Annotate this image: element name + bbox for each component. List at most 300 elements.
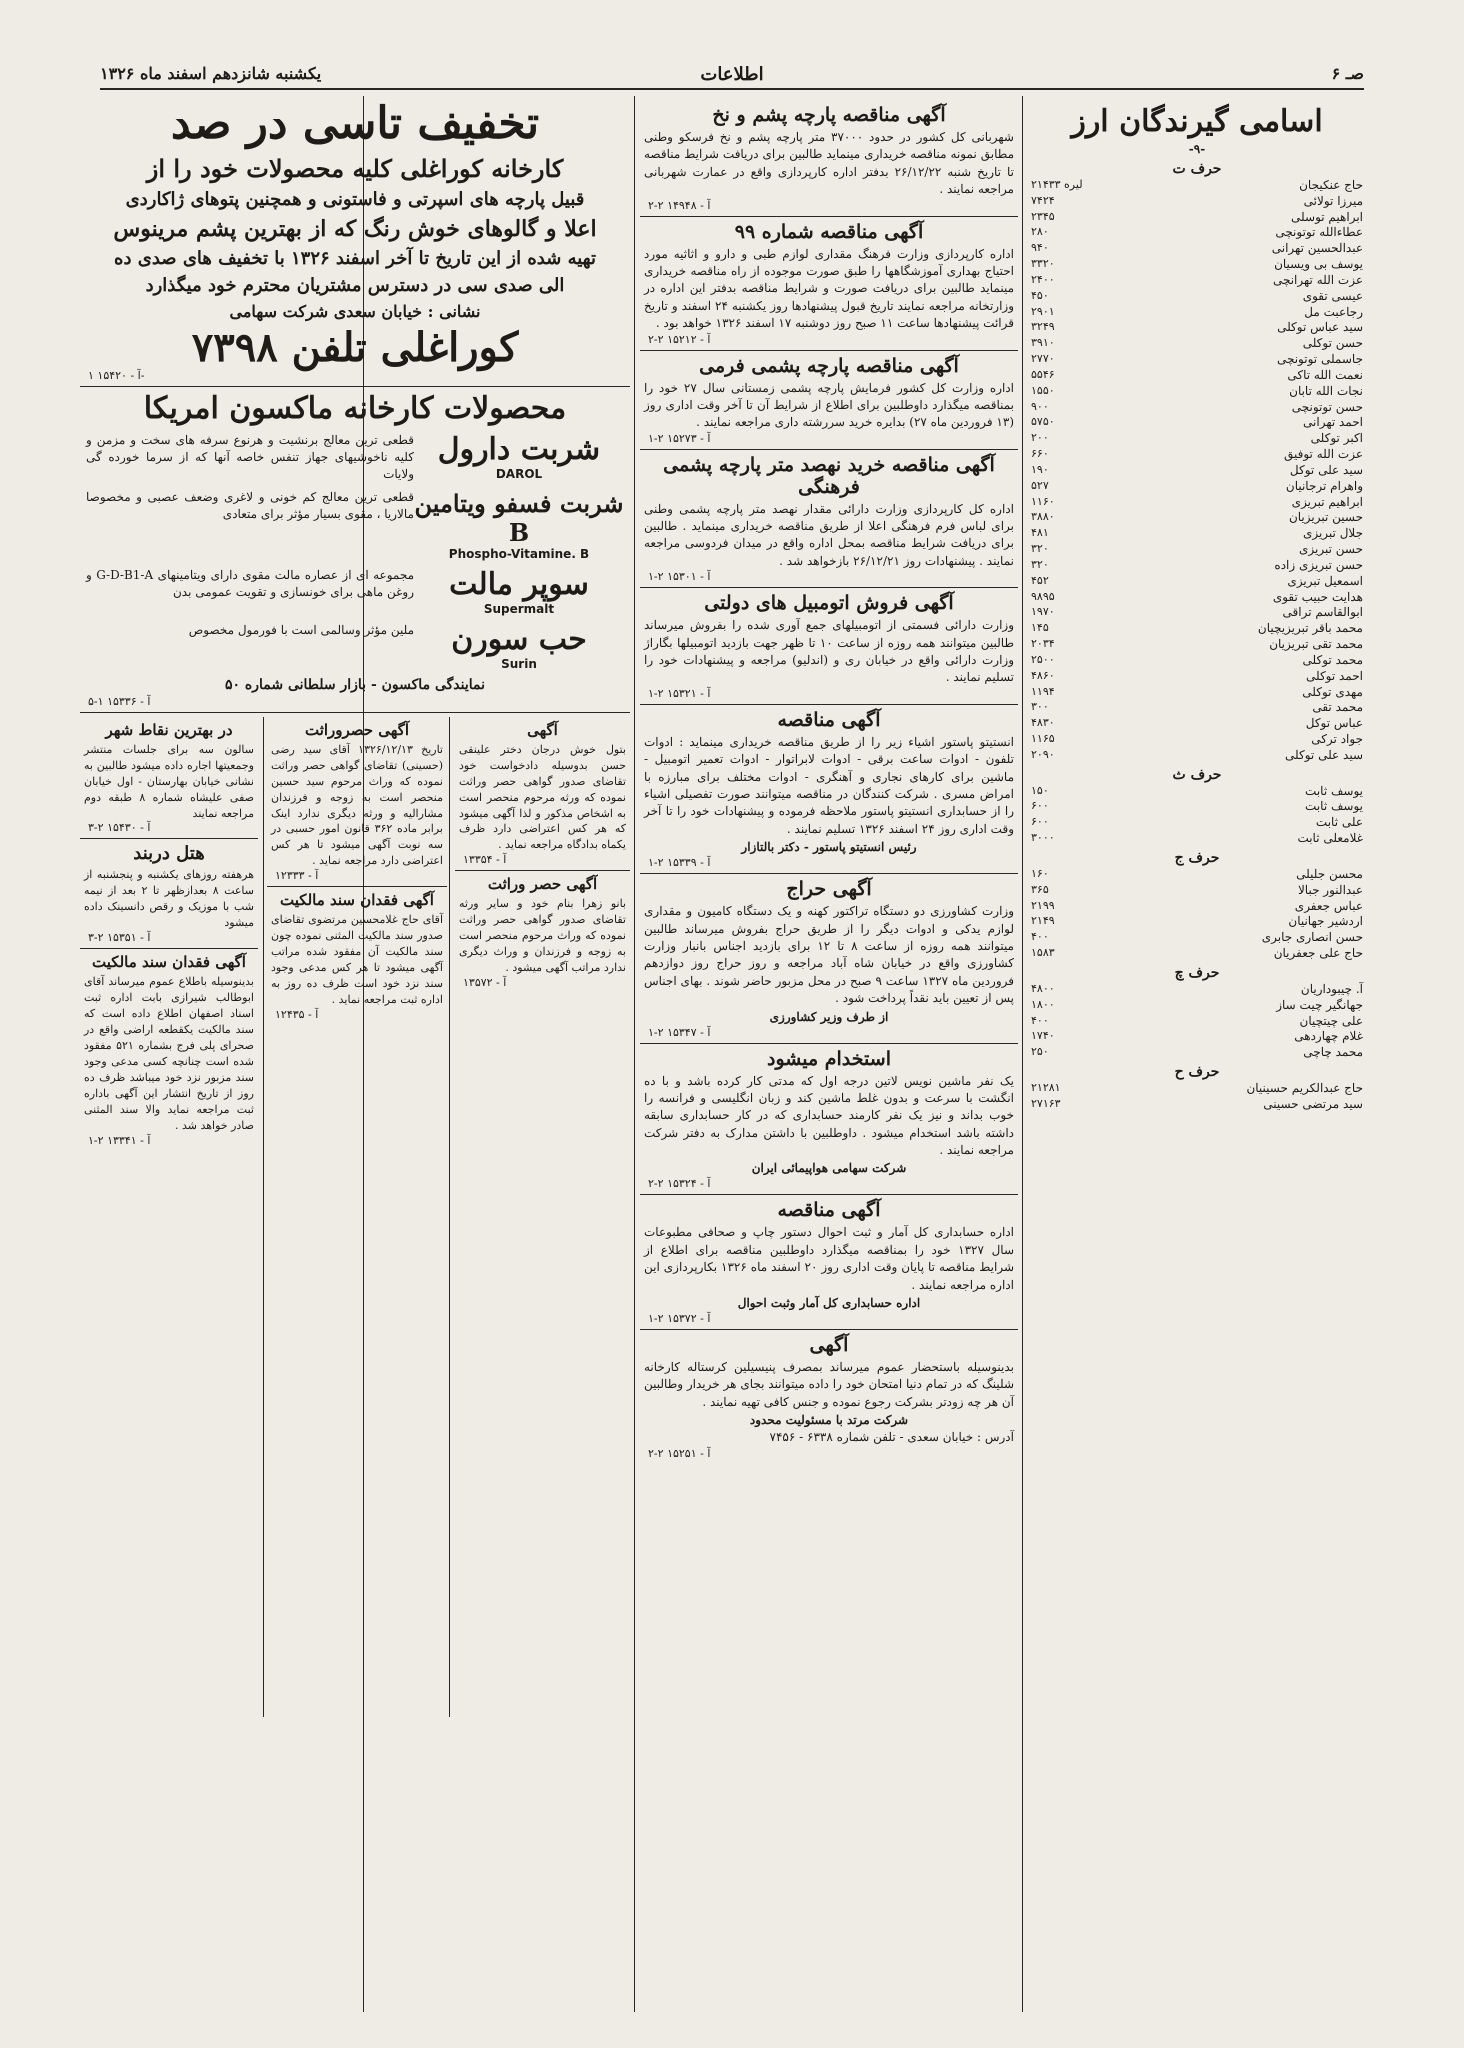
ledger-row — [1028, 257, 1366, 273]
ledger-row — [1028, 930, 1366, 946]
ledger-row — [1028, 526, 1366, 542]
ledger-name: حسن انصاری جابری — [1261, 930, 1363, 945]
ledger-name: غلامعلی ثابت — [1297, 831, 1363, 846]
ledger-row — [1028, 831, 1366, 847]
ledger-value: ۵۲۷ — [1031, 478, 1049, 492]
ledger-value: ۲۴۰۰ — [1031, 272, 1055, 286]
product-latin: DAROL — [495, 467, 543, 482]
ledger-name: جلال تبریزی — [1302, 526, 1363, 541]
ad-body: وزارت کشاورزی دو دستگاه تراکتور کهنه و یک دستگاه کامیون و مقداری لوازم یدکی و ادوات دیگر را از طریق حراج بفروش میرساند طالبین میتوانند همه روزه از ساعت ۸ تا ۱۲ برای بازدید اجناس بانبار وزارت کشاورزی واقع در خیابان شاه آباد مراجعه و روز حراج روز دوازدهم فروردین ماه ۱۳۲۷ ساعت ۹ صبح در محل مزبور حاضر شوند . بهای اجناس پس از تعیین باید نقداً پرداخت شود . — [644, 904, 1015, 1006]
ad-signature: اداره حسابداری کل آمار وثبت احوال — [737, 1296, 921, 1311]
ledger-row — [1028, 883, 1366, 899]
product-row — [86, 432, 624, 482]
ledger-value: ۷۴۲۴ — [1031, 193, 1055, 207]
small-ads-col — [455, 717, 630, 1717]
ledger-name: آ. چیبوداریان — [1300, 981, 1363, 996]
ad-block — [640, 1048, 1018, 1191]
ledger-name: حاج عبدالکریم حسینیان — [1246, 1081, 1363, 1096]
column-divider — [263, 717, 264, 1717]
ledger-value: ۱۱۶۰ — [1031, 494, 1055, 508]
ad-body: بتول خوش درجان دختر علینقی حسن بدوسیله دادخواست خود تقاضای صدور گواهی حصر وراثت نموده که ورثه مرحوم منحصر است به اشخاص مذکور و لذا آگهی میشود که هر کس اعتراضی دارد ظرف یکماه بدادگاه مراجعه نماید . — [459, 742, 626, 852]
ad-title: هتل دربند — [133, 843, 205, 865]
ledger-row — [1028, 899, 1366, 915]
ledger-category: حرف ث — [1172, 766, 1222, 783]
ad-title: آگهی فروش اتومبیل های دولتی — [704, 592, 954, 615]
ad-code: آ - ۱۳۳۵۴ — [463, 853, 507, 867]
ledger-value: ۳۶۵ — [1031, 882, 1049, 896]
ledger-category: حرف ح — [1174, 1064, 1220, 1081]
kuroghli-phone: کوراغلی تلفن ۷۳۹۸ — [191, 324, 519, 372]
ad-signature: رئیس انستیتو پاستور - دکتر بالتازار — [741, 840, 917, 855]
ad-block — [640, 104, 1018, 212]
ledger-value: ۴۵۰ — [1031, 288, 1049, 302]
makson-title: محصولات کارخانه ماکسون امریکا — [143, 391, 567, 427]
ad-code: آ - ۱۵۲۵۱ ۲-۲ — [648, 1446, 711, 1460]
makson-ad — [80, 391, 630, 707]
separator — [80, 948, 258, 949]
ledger-row — [1028, 210, 1366, 226]
ledger-row — [1028, 194, 1366, 210]
ledger-name: عباس جعفری — [1294, 898, 1363, 913]
ledger-name: حسین تبریزیان — [1288, 510, 1363, 525]
small-ads-col — [267, 717, 447, 1717]
ledger-value: ۴۸۰۰ — [1031, 981, 1055, 995]
ledger-value: ۴۸۶۰ — [1031, 668, 1055, 682]
ad-code: آ - ۱۵۳۲۴ ۲-۲ — [648, 1177, 711, 1191]
ledger-value: ۶۰۰ — [1031, 799, 1049, 813]
currency-ledger — [1028, 100, 1366, 2008]
ledger-name: جواد ترکی — [1311, 731, 1363, 746]
ledger-name: سید مرتضی حسینی — [1263, 1096, 1363, 1111]
ad-title: استخدام میشود — [767, 1047, 891, 1070]
ledger-row — [1028, 590, 1366, 606]
ad-title: آگهی فقدان سند مالکیت — [92, 953, 246, 972]
ledger-value: ۲۷۱۶۳ — [1031, 1096, 1061, 1110]
ledger-name: رجاعبت مل — [1304, 304, 1363, 319]
ad-signature: از طرف وزیر کشاورزی — [769, 1009, 889, 1024]
ledger-value: ۳۰۰۰ — [1031, 831, 1055, 845]
ledger-name: حاج علی جعفریان — [1273, 946, 1363, 961]
product-name: شربت دارول — [437, 432, 601, 468]
ad-title: آگهی مناقصه خرید نهصد متر پارچه پشمی فرهنگی — [663, 453, 995, 498]
separator — [80, 838, 258, 839]
ledger-row — [1028, 669, 1366, 685]
ledger-row — [1028, 368, 1366, 384]
ledger-row — [1028, 574, 1366, 590]
ad-code: آ - ۱۵۳۳۶ ۱-۵ — [88, 694, 151, 708]
ledger-row — [1028, 732, 1366, 748]
ledger-title: اسامی گیرندگان ارز — [1071, 104, 1323, 139]
ledger-name: اردشیر جهانیان — [1288, 914, 1363, 929]
ledger-rows — [1028, 982, 1366, 1061]
small-ads-col — [80, 717, 258, 1717]
product-desc: قطعی ترین معالج برنشیت و هرنوع سرفه های سخت و مزمن و کلیه ناخوشیهای جهاز تنفس خاصه آنها که از سرما خورده گی ولایات — [86, 433, 414, 481]
ledger-row — [1028, 273, 1366, 289]
ad-block — [640, 878, 1018, 1038]
ad-code: آ - ۱۵۳۳۹ ۲-۱ — [648, 856, 711, 870]
ledger-name: عطاءالله توتونچی — [1275, 225, 1363, 240]
ledger-value: ۱۵۰ — [1031, 783, 1049, 797]
ledger-row — [1028, 748, 1366, 764]
ledger-row — [1028, 946, 1366, 962]
ledger-row — [1028, 982, 1366, 998]
ledger-name: نجات الله تابان — [1289, 383, 1363, 398]
ledger-value: ۲۱۴۳۳ لیره — [1031, 178, 1083, 191]
ledger-rows — [1028, 784, 1366, 847]
ledger-value: ۲۰۰ — [1031, 431, 1049, 445]
ledger-row — [1028, 384, 1366, 400]
ad-code: آ - ۱۵۲۷۳ ۲-۱ — [648, 431, 711, 445]
ad-signature: شرکت مرتد با مسئولیت محدود — [749, 1413, 909, 1428]
ledger-name: احمد توکلی — [1305, 668, 1363, 683]
ad-title: آگهی فقدان سند مالکیت — [280, 891, 434, 910]
product-latin: Phospho-Vitamine. B — [448, 546, 590, 561]
ledger-value: ۱۵۵۰ — [1031, 383, 1055, 397]
ledger-value: ۲۱۴۹ — [1031, 914, 1055, 928]
ledger-row — [1028, 431, 1366, 447]
ad-body: اداره کل کارپردازی وزارت دارائی مقدار نهصد متر پارچه پشمی وطنی برای لباس فرم فرهنگی اعلا از طریق مناقصه خریداری مینماید . طالبین برای دریافت شرایط مناقصه بمحل اداره واقع در میدان فردوسی مراجعه نمایند . پیشنهادات روز ۲۶/۱۲/۲۱ بازخواهد شد . — [644, 501, 1014, 568]
ad-signature: شرکت سهامی هواپیمائی ایران — [751, 1161, 907, 1176]
ledger-row — [1028, 914, 1366, 930]
ledger-row — [1028, 1097, 1366, 1113]
ad-code: آ - ۱۲۳۳۳ — [275, 869, 319, 883]
ledger-row — [1028, 1029, 1366, 1045]
ad-body: اداره وزارت کل کشور فرمایش پارچه پشمی زمستانی سال ۲۷ خود را بمناقصه میگذارد داوطلبین برای اطلاع از شرایط آن تا آخر وقت اداری روز (۱۳ فروردین ماه ۲۷) بدایره خرید سررشته داری مراجعه نمایند . — [644, 380, 1015, 430]
ledger-category: حرف ت — [1172, 161, 1222, 177]
ledger-row — [1028, 1081, 1366, 1097]
ledger-name: عزت الله توفیق — [1283, 447, 1363, 462]
ad-title: آگهی — [809, 1334, 849, 1357]
ledger-value: ۱۷۴۰ — [1031, 1029, 1055, 1043]
ad-body: بانو زهرا بنام خود و سایر ورثه تقاضای صدور گواهی حصر وراثت نموده که وراث مرحوم منحصر است به زوجه و فرزندان و وراث دیگری ندارد مراتب آگهی میشود . — [459, 897, 626, 975]
makson-rep: نمایندگی ماکسون - بازار سلطانی شماره ۵۰ — [224, 676, 486, 693]
product-desc: ملین مؤثر وسالمی است با فورمول مخصوص — [188, 622, 414, 637]
ledger-row — [1028, 716, 1366, 732]
ad-block — [640, 355, 1018, 445]
ledger-value: ۳۳۲۰ — [1031, 257, 1055, 271]
ad-body: هرهفته روزهای یکشنبه و پنجشنبه از ساعت ۸ بعدازظهر تا ۲ بعد از نیمه شب با موزیک و رقص دانسینک داده میشود — [84, 868, 255, 930]
ad-body: آقای حاج غلامحسین مرتضوی تقاضای صدور سند مالکیت المثنی نموده چون سند مالکیت آن مفقود شده مراتب آگهی میشود تا هر کس مدعی وجود سند نزد خود است ظرف ده روز به اداره ثبت مراجعه نماید . — [271, 913, 443, 1006]
ledger-name: عزت الله تهرانچی — [1272, 272, 1363, 287]
kuroghli-line: کارخانه کوراغلی کلیه محصولات خود را از — [146, 154, 564, 184]
ledger-value: ۲۰۹۰ — [1031, 747, 1055, 761]
ledger-value: ۲۷۷۰ — [1031, 352, 1055, 366]
ledger-row — [1028, 867, 1366, 883]
ledger-row — [1028, 336, 1366, 352]
ad-title: آگهی حصر وراثت — [487, 875, 598, 894]
ledger-row — [1028, 700, 1366, 716]
ledger-value: ۳۸۸۰ — [1031, 510, 1055, 524]
ad-code: آ - ۱۵۲۱۲ ۲-۲ — [648, 332, 711, 346]
ad-body: بدینوسیله باطلاع عموم میرساند آقای ابوطالب شیرازی بابت اداره ثبت اسناد اصفهان اطلاع داده است که سند مالکیت یکقطعه اراضی واقع در صحرای پلی فرج بشماره ۵۲۱ مفقود شده است چنانچه کسی مدعی وجود سند مزبور نزد خود میباشد ظرف ده روز از تاریخ انتشار این آگهی باداره ثبت مراجعه نماید والا سند المثنی صادر خواهد شد . — [84, 975, 254, 1132]
separator — [640, 1043, 1018, 1044]
ad-body: یک نفر ماشین نویس لاتین درجه اول که مدتی کار کرده باشد و با ده انگشت با سرعت و بدون غلط ماشین کند و زبان انگلیسی و فرانسه را خوب بداند و نیز یک نفر کارمند حسابداری که در کار حسابداری سابقه داشته باشد استخدام میشود . داوطلبین با داشتن مدارک به دفتر شرکت مراجعه نمایند . — [644, 1073, 1014, 1158]
ledger-category: حرف چ — [1174, 964, 1220, 981]
ledger-value: ۹۴۰ — [1031, 241, 1049, 255]
ads-column-middle — [640, 100, 1018, 2008]
ledger-name: عبدالنور جبالا — [1297, 882, 1363, 897]
ad-block — [455, 721, 630, 867]
ad-code: آ - ۱۵۳۴۷ ۲-۱ — [648, 1025, 711, 1039]
column-divider — [449, 717, 450, 1717]
ledger-value: ۹۰۰ — [1031, 399, 1049, 413]
ledger-name: ابوالقاسم تراقی — [1282, 605, 1363, 620]
ledger-row — [1028, 815, 1366, 831]
ledger-row — [1028, 352, 1366, 368]
ad-block — [640, 1334, 1018, 1460]
product-label — [414, 432, 624, 481]
product-label — [414, 489, 624, 561]
paper-name: اطلاعات — [700, 64, 764, 85]
ledger-row — [1028, 495, 1366, 511]
ledger-name: مهدی توکلی — [1302, 684, 1363, 699]
ad-title: آگهی مناقصه شماره ۹۹ — [734, 220, 924, 243]
separator — [80, 386, 630, 387]
masthead — [100, 58, 1364, 90]
ledger-name: حسن تبریزی — [1298, 542, 1363, 557]
ad-block — [80, 843, 258, 944]
ad-code: آ - ۱۵۳۲۱ ۲-۱ — [648, 686, 711, 700]
separator — [80, 712, 630, 713]
product-row — [86, 489, 624, 561]
ad-body: وزارت دارائی فسمتی از اتومبیلهای جمع آوری شده را بفروش میرساند طالبین میتوانند همه روزه از ساعت ۱۰ تا ظهر جهت بازدید اتومبیلها بگاراژ وزارت دارائی واقع در خیابان ری و (اندلیو) مراجعه و پیشنهادات خود را تسلیم نمایند . — [644, 618, 1015, 685]
ad-block — [640, 221, 1018, 346]
ledger-value: ۹۸۹۵ — [1031, 589, 1055, 603]
column-divider — [1022, 96, 1023, 2012]
ad-code: آ - ۱۵۴۲۰ ۱- — [88, 369, 145, 383]
product-name: حب سورن — [451, 621, 587, 657]
ledger-name: محمد توکلی — [1302, 652, 1363, 667]
ledger-rows — [1028, 1081, 1366, 1113]
kuroghli-line: قبیل پارچه های اسپرتی و فاستونی و همچنین پتوهای ژاکاردی — [125, 189, 585, 211]
ledger-value: ۴۸۱ — [1031, 526, 1049, 540]
separator — [640, 587, 1018, 588]
ledger-name: میرزا تولائی — [1303, 193, 1363, 208]
ledger-name: یوسف ثابت — [1305, 783, 1363, 798]
ad-code: آ - ۱۲۴۳۵ — [275, 1007, 319, 1021]
ledger-row — [1028, 621, 1366, 637]
ledger-row — [1028, 463, 1366, 479]
product-latin: Supermalt — [483, 601, 555, 616]
separator — [640, 216, 1018, 217]
ledger-value: ۲۳۴۵ — [1031, 209, 1055, 223]
ledger-value: ۳۲۰ — [1031, 542, 1049, 556]
ledger-value: ۳۹۱۰ — [1031, 336, 1055, 350]
ledger-value: ۱۹۰ — [1031, 462, 1049, 476]
ad-title: آگهی حصروراثت — [304, 720, 410, 739]
kuroghli-title: تخفیف تاسی در صد — [170, 100, 540, 149]
ledger-name: یوسف ثابت — [1305, 799, 1363, 814]
separator — [640, 350, 1018, 351]
kuroghli-ad — [80, 100, 630, 382]
ledger-category: حرف ج — [1174, 849, 1220, 866]
product-label — [414, 622, 624, 671]
ledger-row — [1028, 685, 1366, 701]
ledger-name: محمد تقی تبریزیان — [1269, 637, 1363, 652]
ledger-rows — [1028, 178, 1366, 764]
ad-block — [640, 1199, 1018, 1325]
product-name: شربت فسفو ویتامین B — [414, 488, 624, 547]
ledger-name: سید علی توکل — [1289, 462, 1363, 477]
ledger-row — [1028, 289, 1366, 305]
separator — [640, 1329, 1018, 1330]
ledger-name: نعمت الله تاکی — [1287, 367, 1363, 382]
ledger-value: ۳۰۰ — [1031, 700, 1049, 714]
ad-body: تاریخ ۱۳۲۶/۱۲/۱۳ آقای سید رضی (حسینی) تقاضای گواهی حصر وراثت نموده که وراث مرحوم سید حسین منحصر است به زوجه و فرزندان مشارالیه و ورثه دیگری ندارد اینک برابر ماده ۳۶۲ قانون امور حسبی در سه نوبت آگهی میشود تا هر کس اعتراضی دارد مراجعه نماید . — [271, 742, 443, 868]
ledger-columns — [1028, 158, 1366, 1113]
ledger-row — [1028, 305, 1366, 321]
ledger-value: ۱۱۹۴ — [1031, 684, 1055, 698]
ledger-name: محمد چاچی — [1303, 1045, 1363, 1060]
product-desc: مجموعه ای از عصاره مالت مقوی دارای ویتامینهای G-D-B1-A و روغن ماهی برای خونسازی و تقویت عمومی بدن — [86, 567, 415, 599]
ledger-name: حسن تبریزی زاده — [1274, 557, 1363, 572]
ledger-row — [1028, 178, 1366, 194]
ledger-row — [1028, 1014, 1366, 1030]
ledger-value: ۶۶۰ — [1031, 447, 1049, 461]
small-ads-area — [80, 717, 630, 1717]
ledger-row — [1028, 447, 1366, 463]
ad-block — [640, 709, 1018, 869]
ad-title: آگهی — [527, 720, 558, 739]
ledger-value: ۱۵۸۳ — [1031, 946, 1055, 960]
ledger-name: جاسملی توتونچی — [1276, 352, 1363, 367]
ledger-name: حسن توکلی — [1302, 336, 1363, 351]
ad-block — [267, 721, 447, 883]
ledger-value: ۶۰۰ — [1031, 815, 1049, 829]
ledger-value: ۴۸۳۰ — [1031, 716, 1055, 730]
ad-code: آ - ۱۴۹۴۸ ۲-۲ — [648, 198, 711, 212]
product-latin: Surin — [501, 656, 537, 671]
ledger-row — [1028, 510, 1366, 526]
ledger-rows — [1028, 867, 1366, 962]
ledger-row — [1028, 479, 1366, 495]
column-divider — [634, 96, 635, 2012]
product-row — [86, 567, 624, 616]
separator — [640, 449, 1018, 450]
ad-title: در بهترین نقاط شهر — [105, 720, 233, 739]
ad-code: آ - ۱۳۵۷۲ — [463, 976, 507, 990]
ledger-value: ۲۱۹۹ — [1031, 898, 1055, 912]
ledger-value: ۳۲۴۹ — [1031, 320, 1055, 334]
ledger-name: محسن جلیلی — [1296, 866, 1363, 881]
ad-body: اداره کارپردازی وزارت فرهنگ مقداری لوازم طبی و دارو و اثاثیه مورد احتیاج بهداری آموزشگاهها را طبق صورت موجوده از راه مناقصه خریداری مینماید طالبین برای دریافت صورت و شرایط مناقصه بدفتر این اداره در وزارتخانه مراجعه نمایند تاریخ قبول پیشنهادها روز یکشنبه ۲۴ اسفند و تاریخ قرائت پیشنهادها ساعت ۱۱ صبح روز دوشنبه ۱۷ اسفند ۱۳۲۶ خواهد بود . — [644, 246, 1014, 331]
ledger-name: محمد باقر تبریزیچیان — [1257, 621, 1363, 636]
ledger-name: ابراهیم توسلی — [1291, 209, 1363, 224]
ledger-name: واهرام ترجانیان — [1285, 478, 1363, 493]
ledger-name: سید عباس توکلی — [1277, 320, 1363, 335]
date-line: یکشنبه شانزدهم اسفند ماه ۱۳۲۶ — [100, 64, 322, 83]
ledger-name: یوسف بی ویسیان — [1274, 257, 1363, 272]
ledger-name: محمد تقی — [1312, 700, 1363, 715]
ledger-value: ۳۲۰ — [1031, 557, 1049, 571]
ledger-column-right — [1028, 158, 1366, 1113]
ad-block — [80, 721, 258, 835]
ledger-value: ۴۰۰ — [1031, 930, 1049, 944]
ad-code: آ - ۱۳۳۴۱ ۲-۱ — [88, 1133, 151, 1147]
ad-title: آگهی مناقصه — [777, 1199, 881, 1222]
ledger-name: اکبر توکلی — [1310, 431, 1363, 446]
ledger-name: هدایت حبیب تقوی — [1272, 589, 1363, 604]
ad-body: اداره حسابداری کل آمار و ثبت احوال دستور چاپ و صحافی مطبوعات سال ۱۳۲۷ خود را بمناقصه میگذارد داوطلبین مناقصه برای اطلاع از شرایط مناقصه تا پایان وقت اداری روز ۲۰ اسفند ماه ۱۳۲۶ بکارپردازی این اداره مراجعه نمایند . — [644, 1225, 1015, 1292]
page-number: صـ ۶ — [1331, 64, 1364, 83]
ledger-row — [1028, 558, 1366, 574]
ledger-row — [1028, 225, 1366, 241]
ledger-value: ۵۷۵۰ — [1031, 415, 1055, 429]
ledger-value: ۱۱۶۵ — [1031, 731, 1055, 745]
ad-body: شهربانی کل کشور در حدود ۳۷۰۰۰ متر پارچه پشم و نخ فرسکو وطنی مطابق نمونه مناقصه خریداری مینماید طالبین برای دریافت شرایط مناقصه تا تاریخ شنبه ۲۶/۱۲/۲۲ بدفتر اداره کارپردازی واقع در عمارت شهربانی مراجعه نمایند . — [644, 130, 1015, 197]
ledger-value: ۴۰۰ — [1031, 1013, 1049, 1027]
ad-title: آگهی مناقصه — [777, 708, 881, 731]
ledger-row — [1028, 784, 1366, 800]
separator — [640, 1194, 1018, 1195]
product-name: سوپر مالت — [449, 566, 589, 602]
product-desc: قطعی ترین معالج کم خونی و لاغری وضعف عصبی و مخصوصا مالاریا ، مقوی بسیار مؤثر برای متعادی — [86, 489, 414, 521]
kuroghli-line: اعلا و گالوهای خوش رنگ که از بهترین پشم مرینوس — [113, 216, 597, 243]
ledger-value: ۲۸۰ — [1031, 225, 1049, 239]
ledger-row — [1028, 799, 1366, 815]
ad-block — [80, 953, 258, 1146]
ledger-name: علی چیتچیان — [1299, 1013, 1363, 1028]
ledger-value: ۵۵۴۶ — [1031, 367, 1055, 381]
kuroghli-line: تهیه شده از این تاریخ تا آخر اسفند ۱۳۲۶ با تخفیف های صدی ده — [114, 248, 596, 270]
ad-body: انستیتو پاستور اشیاء زیر را از طریق مناقصه خریداری مینماید : ادوات تلفون - ادوات ساعت برقی - ادوات لابراتوار - ادوات تعمیر اتومبیل - ماشین برای کارهای نجاری و آهنگری - ادوات مختلف برای مبارزه با امراض مسری . شرکت کنندگان در مناقصه میتوانند صورت تفصیلی اشیاء را از حسابداری انستیتو پاستور ملاحظه فرموده و پیشنهادات خود را تا آخر وقت اداری روز ۲۴ اسفند ۱۳۲۶ تسلیم نمایند . — [644, 734, 1014, 836]
ledger-name: احمد تهرانی — [1303, 415, 1363, 430]
ledger-name: اسمعیل تبریزی — [1287, 573, 1363, 588]
kuroghli-line: الی صدی سی در دسترس مشتریان محترم خود میگذارد — [145, 275, 565, 297]
ad-block — [267, 891, 447, 1021]
separator — [640, 873, 1018, 874]
ledger-name: غلام چهاردهی — [1294, 1029, 1363, 1044]
ledger-name: حاج عنکیجان — [1299, 178, 1363, 192]
separator — [455, 870, 630, 871]
ad-body: بدینوسیله باستحضار عموم میرساند بمصرف پنیسیلین کرستاله کارخانه شلینگ که در تمام دنیا امتحان خود را داده میتوانند بجای هر خریدار وطالبین آن هر چه زودتر بشرکت رجوع نموده و جنس کافی تهیه نمایند . — [644, 1360, 1014, 1409]
ad-block — [640, 592, 1018, 700]
ad-code: آ - ۱۵۳۰۱ ۲-۱ — [648, 570, 711, 584]
ledger-name: عیسی تقوی — [1302, 288, 1363, 303]
ad-code: آ - ۱۵۳۷۲ ۲-۱ — [648, 1312, 711, 1326]
ledger-name: علی ثابت — [1315, 815, 1363, 830]
ledger-row — [1028, 605, 1366, 621]
ad-code: آ - ۱۵۴۳۰ ۲-۳ — [88, 821, 151, 835]
ledger-row — [1028, 400, 1366, 416]
ledger-row — [1028, 653, 1366, 669]
ad-code: آ - ۱۵۳۵۱ ۲-۳ — [88, 931, 151, 945]
ads-column-left — [80, 100, 630, 2008]
ledger-name: جهانگیر چیت ساز — [1276, 997, 1363, 1012]
ledger-sub: -۹- — [1188, 142, 1206, 156]
kuroghli-address: نشانی : خیابان سعدی شرکت سهامی — [229, 302, 481, 322]
separator — [640, 704, 1018, 705]
ad-title: آگهی مناقصه پارچه پشم و نخ — [712, 104, 946, 126]
ledger-name: سید علی توکلی — [1285, 747, 1363, 762]
separator — [267, 886, 447, 887]
ad-block — [455, 875, 630, 989]
ledger-value: ۲۹۰۱ — [1031, 304, 1055, 318]
ledger-row — [1028, 320, 1366, 336]
ledger-value: ۱۹۷۰ — [1031, 605, 1055, 619]
ledger-value: ۲۱۲۸۱ — [1031, 1081, 1061, 1095]
product-label — [414, 567, 624, 616]
ledger-row — [1028, 415, 1366, 431]
ledger-value: ۱۴۵ — [1031, 621, 1049, 635]
ad-title: آگهی مناقصه پارچه پشمی فرمی — [699, 354, 959, 377]
ledger-row — [1028, 1045, 1366, 1061]
ledger-name: ابراهیم تبریزی — [1291, 494, 1363, 509]
ledger-value: ۲۵۰ — [1031, 1045, 1049, 1059]
ad-block — [640, 454, 1018, 584]
product-row — [86, 622, 624, 671]
ledger-row — [1028, 241, 1366, 257]
